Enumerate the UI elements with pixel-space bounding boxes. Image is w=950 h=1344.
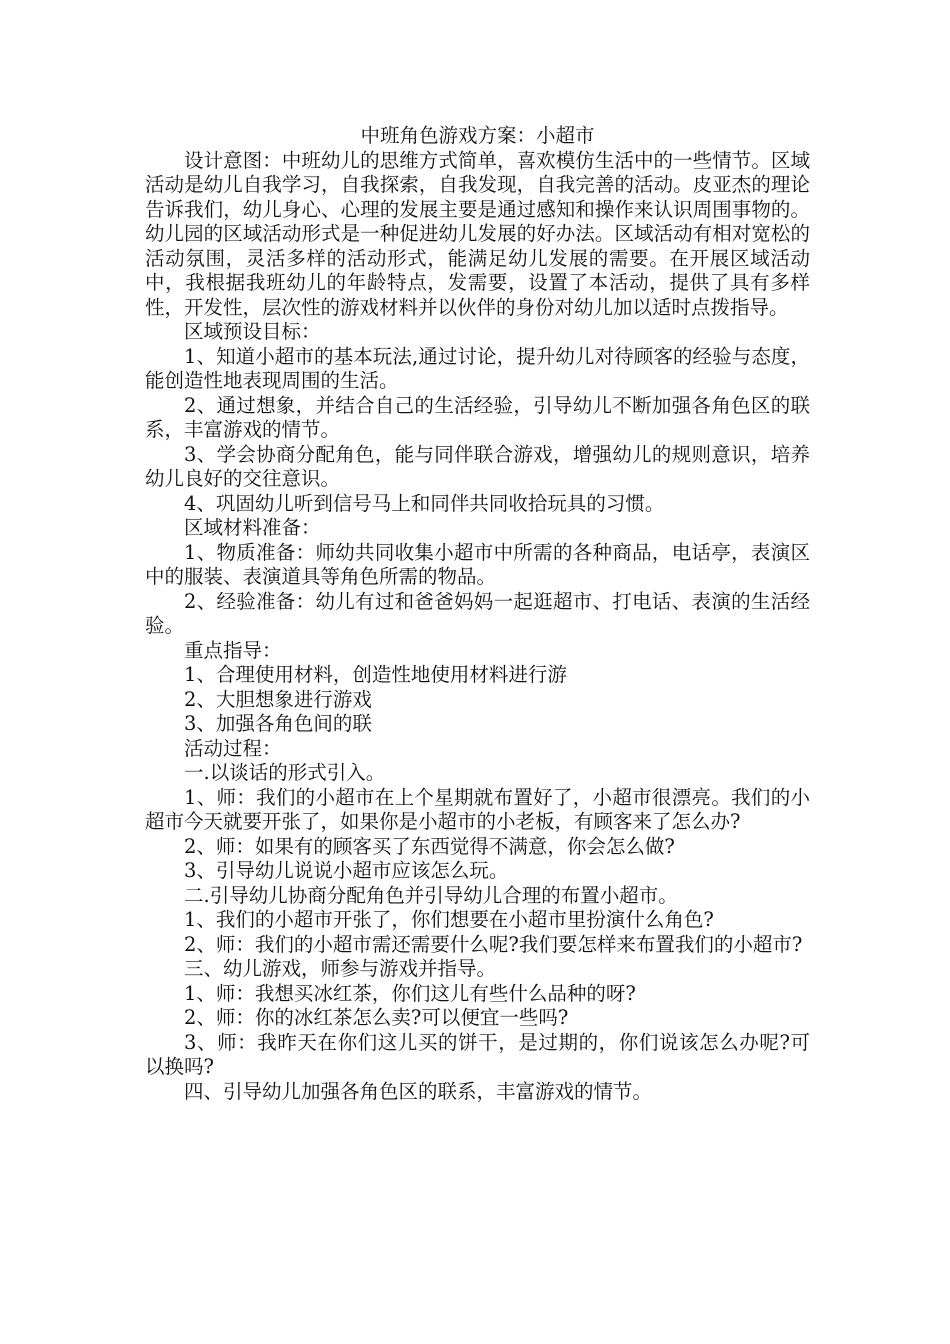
- process-3-item-2: 2、师：你的冰红茶怎么卖?可以便宜一些吗?: [184, 1006, 569, 1029]
- materials-item-1: 1、物质准备：师幼共同收集小超市中所需的各种商品，电话亭，表演区中的服装、表演道具等角色所需的物品。: [145, 540, 810, 588]
- guidance-item-1: 1、合理使用材料，创造性地使用材料进行游: [184, 663, 567, 686]
- process-section-3: 三、幼儿游戏，师参与游戏并指导。: [184, 957, 497, 980]
- goal-item-2: 2、通过想象，并结合自己的生活经验，引导幼儿不断加强各角色区的联系，丰富游戏的情节。: [145, 393, 810, 441]
- goal-item-1: 1、知道小超市的基本玩法,通过讨论，提升幼儿对待顾客的经验与态度，能创造性地表现周围的生活。: [145, 344, 810, 392]
- guidance-item-3: 3、加强各角色间的联: [184, 712, 372, 735]
- process-1-item-2: 2、师：如果有的顾客买了东西觉得不满意，你会怎么做?: [184, 834, 675, 858]
- document-title: 中班角色游戏方案：小超市: [360, 124, 595, 147]
- document-body: [145, 124, 810, 1104]
- guidance-item-2: 2、大胆想象进行游戏: [184, 687, 372, 711]
- heading-materials: 区域材料准备：: [184, 516, 321, 539]
- heading-activity-process: 活动过程：: [184, 736, 282, 760]
- goal-item-3: 3、学会协商分配角色，能与同伴联合游戏，增强幼儿的规则意识，培养幼儿良好的交往意识。: [145, 442, 810, 490]
- materials-item-2: 2、经验准备：幼儿有过和爸爸妈妈一起逛超市、打电话、表演的生活经验。: [145, 589, 810, 637]
- process-2-item-1: 1、我们的小超市开张了，你们想要在小超市里扮演什么角色?: [184, 908, 714, 931]
- process-3-item-3: 3、师：我昨天在你们这儿买的饼干，是过期的，你们说该怎么办呢?可以换吗?: [145, 1030, 810, 1078]
- process-1-item-1: 1、师：我们的小超市在上个星期就布置好了，小超市很漂亮。我们的小超市今天就要开张了，如果你是小超市的小老板，有顾客来了怎么办?: [145, 785, 810, 833]
- process-3-item-1: 1、师：我想买冰红茶，你们这儿有些什么品种的呀?: [184, 981, 636, 1005]
- process-2-item-2: 2、师：我们的小超市需还需要什么呢?我们要怎样来布置我们的小超市?: [184, 932, 803, 956]
- paragraph-design-intent: 设计意图：中班幼儿的思维方式简单，喜欢模仿生活中的一些情节。区域活动是幼儿自我学习，自我探索，自我发现，自我完善的活动。皮亚杰的理论告诉我们，幼儿身心、心理的发展主要是通过感知和操作来认识周围事物的。幼儿园的区域活动形式是一种促进幼儿发展的好办法。区域活动有相对宽松的活动氛围，灵活多样的活动形式，能满足幼儿发展的需要。在开展区域活动中，我根据我班幼儿的年龄特点，发需要，设置了本活动，提供了具有多样性，开发性，层次性的游戏材料并以伙伴的身份对幼儿加以适时点拨指导。: [145, 148, 810, 319]
- process-section-4: 四、引导幼儿加强各角色区的联系，丰富游戏的情节。: [184, 1079, 653, 1103]
- heading-preset-goals: 区域预设目标：: [184, 320, 321, 343]
- process-section-1: 一.以谈话的形式引入。: [184, 761, 386, 784]
- process-section-2: 二.引导幼儿协商分配角色并引导幼儿合理的布置小超市。: [184, 883, 678, 907]
- process-1-item-3: 3、引导幼儿说说小超市应该怎么玩。: [184, 859, 509, 882]
- goal-item-4: 4、巩固幼儿听到信号马上和同伴共同收拾玩具的习惯。: [184, 491, 665, 515]
- heading-key-guidance: 重点指导：: [184, 638, 282, 662]
